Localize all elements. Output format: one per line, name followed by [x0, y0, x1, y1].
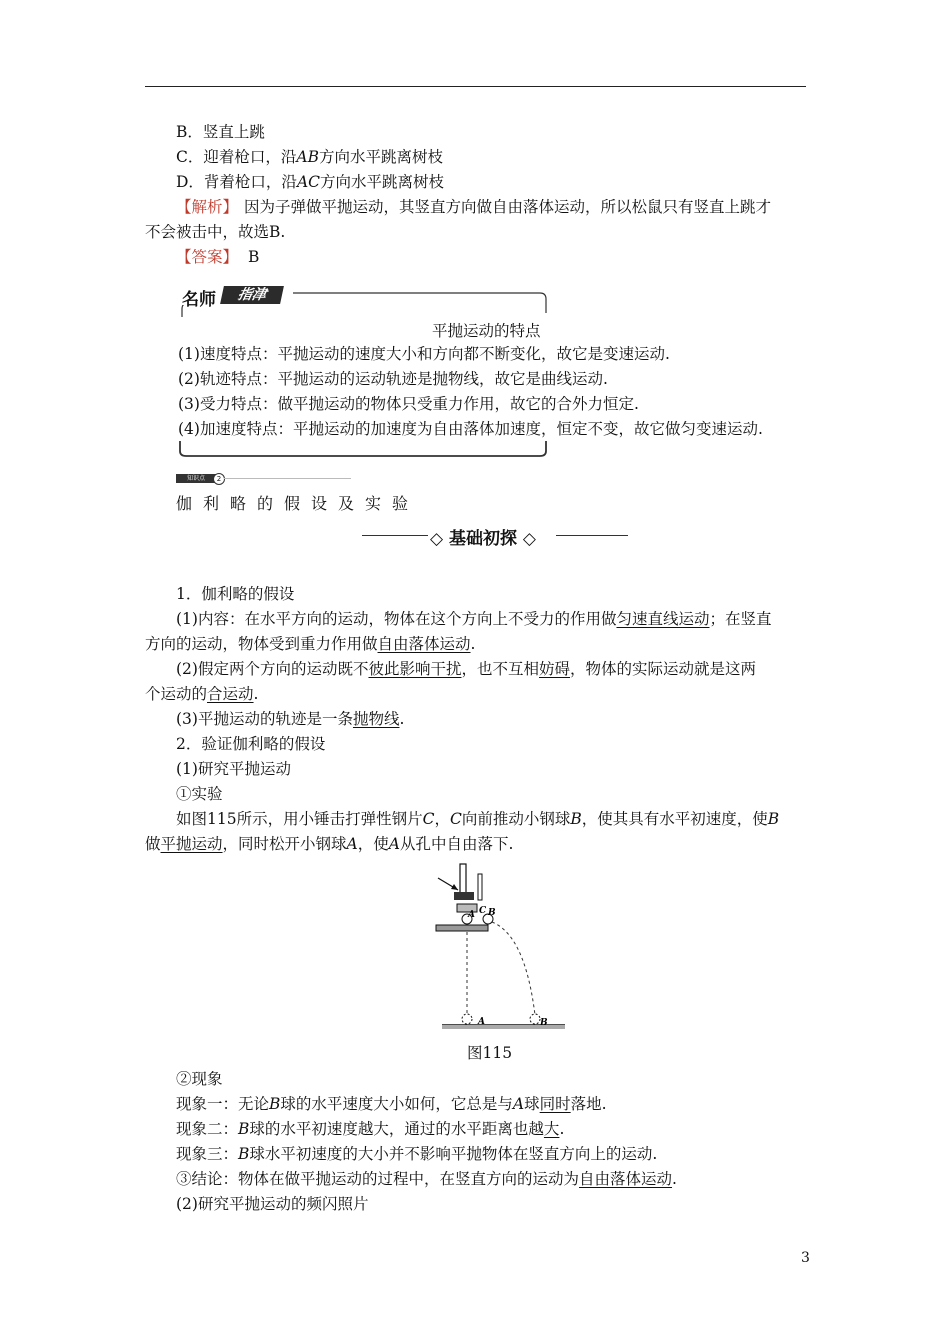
ball-a-bottom — [462, 1014, 472, 1024]
phenomenon-2: 现象二：B球的水平初速度越大，通过的水平距离也越大. — [176, 1120, 565, 1138]
figure-caption: 图115 — [467, 1044, 513, 1062]
analysis-line2: 不会被击中，故选B. — [145, 223, 286, 241]
option-d: D．背着枪口，沿AC方向水平跳离树枝 — [176, 173, 445, 191]
tip-badge-left: 名师 — [182, 290, 216, 310]
phenomenon-label: ②现象 — [176, 1070, 223, 1088]
label-a-bottom: A — [478, 1017, 485, 1027]
option-b: B．竖直上跳 — [176, 123, 265, 141]
knowledge-point-heading: 伽利略的假设及实验 — [176, 494, 420, 513]
ball-b-bottom — [530, 1014, 540, 1024]
hammer-head — [454, 892, 474, 900]
tip-item-3: (3)受力特点：做平抛运动的物体只受重力作用，故它的合外力恒定. — [178, 395, 639, 413]
platform — [436, 925, 488, 931]
p1-line2: 方向的运动，物体受到重力作用做自由落体运动. — [145, 635, 476, 653]
p2-line2: 个运动的合运动. — [145, 685, 259, 703]
answer-label: 【答案】 — [176, 248, 239, 266]
p3-line: (3)平抛运动的轨迹是一条抛物线. — [176, 710, 405, 728]
label-b-bottom: B — [540, 1018, 548, 1028]
label-c-top: C — [479, 906, 487, 916]
tip-box — [178, 285, 763, 457]
banner-rule-right — [556, 535, 628, 536]
p2-line1: (2)假定两个方向的运动既不彼此影响干扰，也不互相妨碍，物体的实际运动就是这两 — [176, 660, 757, 678]
subsection-2-2-title: (2)研究平抛运动的频闪照片 — [176, 1195, 369, 1213]
answer-line: 【答案】 B — [176, 248, 260, 266]
knowledge-point-tag: 知识点 2 — [176, 474, 351, 484]
experiment-line2: 做平抛运动，同时松开小钢球A，使A从孔中自由落下. — [145, 835, 514, 853]
experiment-line1: 如图115所示，用小锤击打弹性钢片C，C向前推动小钢球B，使其具有水平初速度，使B — [176, 810, 780, 828]
label-b-top: B — [488, 908, 496, 918]
phenomenon-3: 现象三：B球水平初速度的大小并不影响平抛物体在竖直方向上的运动. — [176, 1145, 658, 1163]
subsection-1-title: 1．伽利略的假设 — [176, 585, 295, 603]
analysis-line1: 【解析】 因为子弹做平抛运动，其竖直方向做自由落体运动，所以松鼠只有竖直上跳才 — [176, 198, 772, 216]
path-b — [492, 922, 535, 1015]
tip-badge — [178, 285, 286, 310]
banner-rule-left — [362, 535, 428, 536]
hammer-handle — [460, 864, 466, 894]
label-a-top: A — [468, 910, 475, 920]
conclusion: ③结论：物体在做平抛运动的过程中，在竖直方向的运动为自由落体运动. — [176, 1170, 677, 1188]
section-banner: ◇ 基础初探 ◇ — [430, 529, 536, 549]
tip-item-1: (1)速度特点：平抛运动的速度大小和方向都不断变化，故它是变速运动. — [178, 345, 670, 363]
subsection-2-title: 2．验证伽利略的假设 — [176, 735, 326, 753]
option-c: C．迎着枪口，沿AB方向水平跳离树枝 — [176, 148, 443, 166]
subsection-2-1-title: (1)研究平抛运动 — [176, 760, 291, 778]
analysis-label: 【解析】 — [176, 198, 239, 216]
stand-post — [478, 874, 482, 900]
phenomenon-1: 现象一：无论B球的水平速度大小如何，它总是与A球同时落地. — [176, 1095, 607, 1113]
tip-item-4: (4)加速度特点：平抛运动的加速度为自由落体加速度，恒定不变，故它做匀变速运动. — [178, 420, 763, 438]
tip-item-2: (2)轨迹特点：平抛运动的运动轨迹是抛物线，故它是曲线运动. — [178, 370, 608, 388]
experiment-label: ①实验 — [176, 785, 223, 803]
p1-line1: (1)内容：在水平方向的运动，物体在这个方向上不受力的作用做匀速直线运动；在竖直 — [176, 610, 772, 628]
tip-title: 平抛运动的特点 — [432, 322, 541, 340]
figure-apparatus — [420, 860, 570, 1035]
header-rule — [145, 86, 806, 87]
page-number: 3 — [801, 1250, 810, 1266]
tip-badge-right: 指津 — [220, 286, 284, 304]
